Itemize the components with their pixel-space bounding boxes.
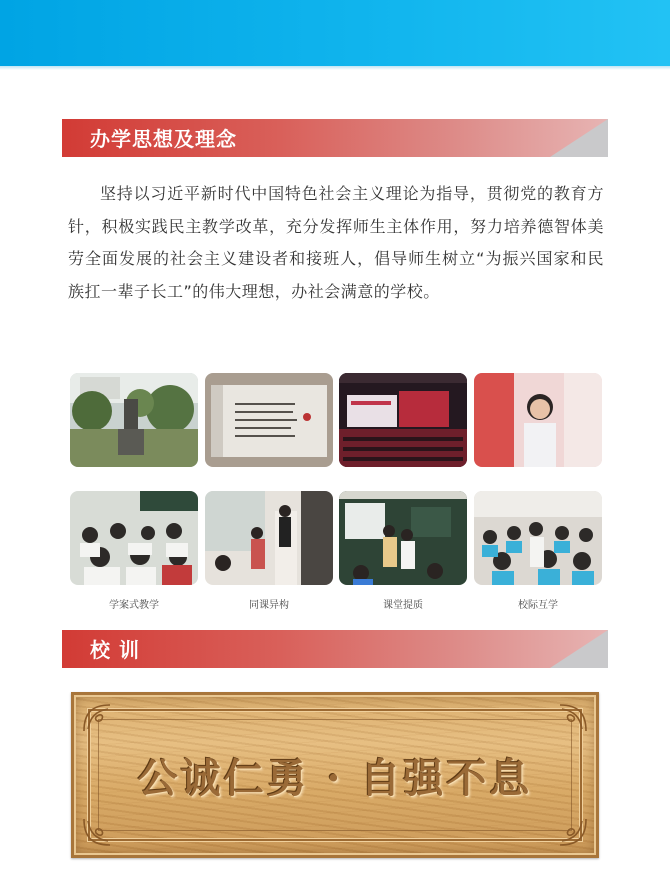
caption-learning-plan-teaching: 学案式教学 xyxy=(109,600,159,611)
photo-auditorium-stage xyxy=(339,373,467,467)
caption-classroom-quality: 课堂提质 xyxy=(383,600,423,611)
photo-calligraphy-scroll xyxy=(205,373,333,467)
caption-same-lesson: 同课异构 xyxy=(249,600,289,611)
header-band-shadow xyxy=(0,66,670,70)
corner-ornament-icon xyxy=(546,703,588,733)
mission-paragraph: 坚持以习近平新时代中国特色社会主义理论为指导，贯彻党的教育方针，积极实践民主教学改革，充分发挥师生主体作用，努力培养德智体美劳全面发展的社会主义建设者和接班人，倡导师生树立“为振兴国家和民族扛一辈子长工”的伟大理想，办社会满意的学校。 xyxy=(68,184,604,301)
corner-ornament-icon xyxy=(82,703,124,733)
corner-ornament-icon xyxy=(82,817,124,847)
section-corner-decoration xyxy=(550,119,608,157)
photo-classroom-quality xyxy=(339,491,467,585)
section-corner-decoration xyxy=(550,630,608,668)
school-motto: 公诚仁勇 · 自强不息 xyxy=(137,755,533,802)
section-title-philosophy: 办学思想及理念 xyxy=(90,127,237,151)
section-title-motto: 校 训 xyxy=(90,638,140,662)
header-band xyxy=(0,0,670,66)
photo-same-lesson xyxy=(205,491,333,585)
section-header-motto xyxy=(62,630,608,668)
photo-classroom-study xyxy=(70,491,198,585)
section-header-philosophy xyxy=(62,119,608,157)
photo-student-speaking xyxy=(474,373,602,467)
caption-inter-school: 校际互学 xyxy=(518,600,558,611)
corner-ornament-icon xyxy=(546,817,588,847)
photo-inter-school-learning xyxy=(474,491,602,585)
photo-campus-statue xyxy=(70,373,198,467)
motto-plaque xyxy=(71,692,599,858)
